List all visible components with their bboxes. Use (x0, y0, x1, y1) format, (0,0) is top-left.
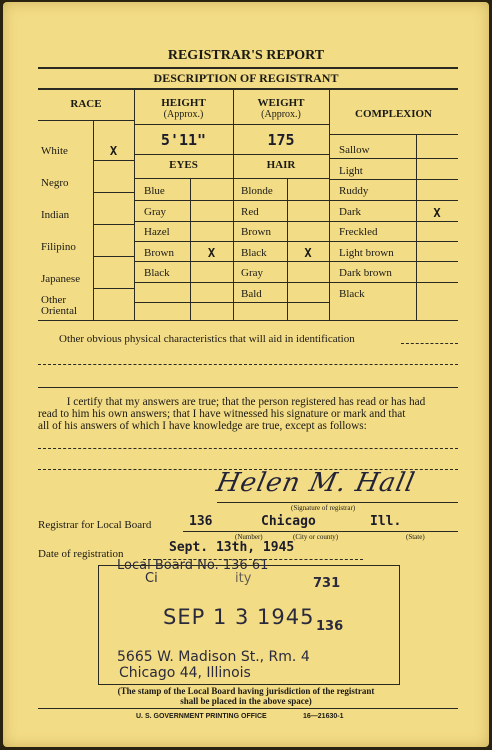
stamp-city-fragment-2: ity (235, 571, 252, 586)
complexion-dark-mark: X (433, 206, 441, 220)
race-negro-label: Negro (41, 177, 69, 189)
footer-rule (38, 708, 458, 709)
hair-black-mark: X (304, 246, 312, 260)
other-characteristics-label: Other obvious physical characteristics that will aid in identification (59, 333, 355, 345)
stamp-date: SEP 1 3 1945 (163, 605, 315, 629)
title-rule (38, 67, 458, 69)
stamp-address: 5665 W. Madison St., Rm. 4 (117, 649, 310, 665)
registration-date-label: Date of registration (38, 548, 124, 560)
eyes-gray-label: Gray (144, 206, 166, 218)
hair-blonde-label: Blonde (241, 185, 273, 197)
eyes-brown-mark: X (207, 246, 216, 260)
race-filipino-label: Filipino (41, 241, 76, 253)
signature-line (217, 502, 458, 503)
eyes-header: EYES (169, 159, 198, 171)
number-caption: (Number) (235, 533, 263, 541)
registrar-signature: Helen M. Hall (213, 468, 418, 498)
complexion-header: COMPLEXION (355, 108, 432, 120)
certify-line-2: read to him his own answers; that I have witnessed his signature or mark and that (38, 408, 406, 420)
eyes-brown-label: Brown (144, 247, 174, 259)
race-white-mark: X (109, 144, 118, 158)
race-indian-label: Indian (41, 209, 70, 221)
hair-bald-label: Bald (241, 288, 262, 300)
stamp-board-number: 136 (316, 619, 344, 634)
complexion-ruddy-label: Ruddy (339, 185, 369, 197)
race-japanese-label: Japanese (41, 273, 81, 285)
local-board-line (183, 531, 458, 532)
local-board-number: 136 (189, 514, 213, 529)
hair-black-label: Black (241, 247, 267, 259)
state-caption: (State) (406, 533, 425, 541)
race-white-label: White (41, 145, 68, 157)
stamp-caption-1: (The stamp of the Local Board having jurisdiction of the registrant (117, 686, 375, 696)
complexion-dark-label: Dark (339, 206, 361, 218)
height-header: HEIGHT (161, 97, 206, 109)
form-code: 16—21630-1 (303, 713, 344, 720)
characteristics-line-1 (401, 343, 458, 344)
height-sub: (Approx.) (163, 109, 204, 120)
eyes-black-label: Black (144, 267, 170, 279)
certify-line-3: all of his answers of which I have knowledge are true, except as follows: (38, 420, 367, 432)
complexion-dark-brown-label: Dark brown (339, 267, 392, 279)
weight-value: 175 (267, 131, 295, 149)
local-board-city: Chicago (261, 514, 316, 529)
local-board-state: Ill. (370, 514, 402, 529)
signature-caption: (Signature of registrar) (291, 504, 356, 512)
exceptions-line-1 (38, 448, 458, 449)
weight-header: WEIGHT (257, 97, 305, 109)
complexion-light-brown-label: Light brown (339, 247, 394, 259)
certify-line-1: I certify that my answers are true; that the person registered has read or has had (66, 396, 426, 408)
city-caption: (City or county) (293, 533, 339, 541)
stamp-caption-2: shall be placed in the above space) (180, 696, 312, 706)
hair-gray-label: Gray (241, 267, 263, 279)
stamp-code: 731 (313, 576, 341, 591)
height-value: 5'11" (160, 131, 207, 149)
race-other-oriental-label: Other Oriental (41, 294, 78, 317)
characteristics-line-2 (38, 364, 458, 365)
report-title: REGISTRAR'S REPORT (167, 48, 325, 63)
section-title: DESCRIPTION OF REGISTRANT (153, 71, 339, 85)
local-board-label: Registrar for Local Board (38, 519, 152, 531)
stamp-board-line: Local Board No. 136 61 (117, 558, 269, 573)
stamp-city: Chicago 44, Illinois (119, 665, 251, 681)
weight-sub: (Approx.) (261, 109, 301, 120)
complexion-freckled-label: Freckled (339, 226, 378, 238)
hair-brown-label: Brown (241, 226, 271, 238)
hair-red-label: Red (241, 206, 259, 218)
draft-card (3, 2, 489, 747)
stamp-city-fragment: Ci (145, 571, 158, 586)
printing-office: U. S. GOVERNMENT PRINTING OFFICE (136, 713, 267, 720)
eyes-blue-label: Blue (144, 185, 165, 197)
registration-date-value: Sept. 13th, 1945 (169, 540, 295, 555)
hair-header: HAIR (266, 159, 296, 171)
race-header: RACE (70, 98, 102, 110)
complexion-black-label: Black (339, 288, 365, 300)
eyes-hazel-label: Hazel (144, 226, 170, 238)
section-divider (38, 387, 458, 388)
complexion-light-label: Light (339, 165, 363, 177)
complexion-sallow-label: Sallow (339, 144, 370, 156)
